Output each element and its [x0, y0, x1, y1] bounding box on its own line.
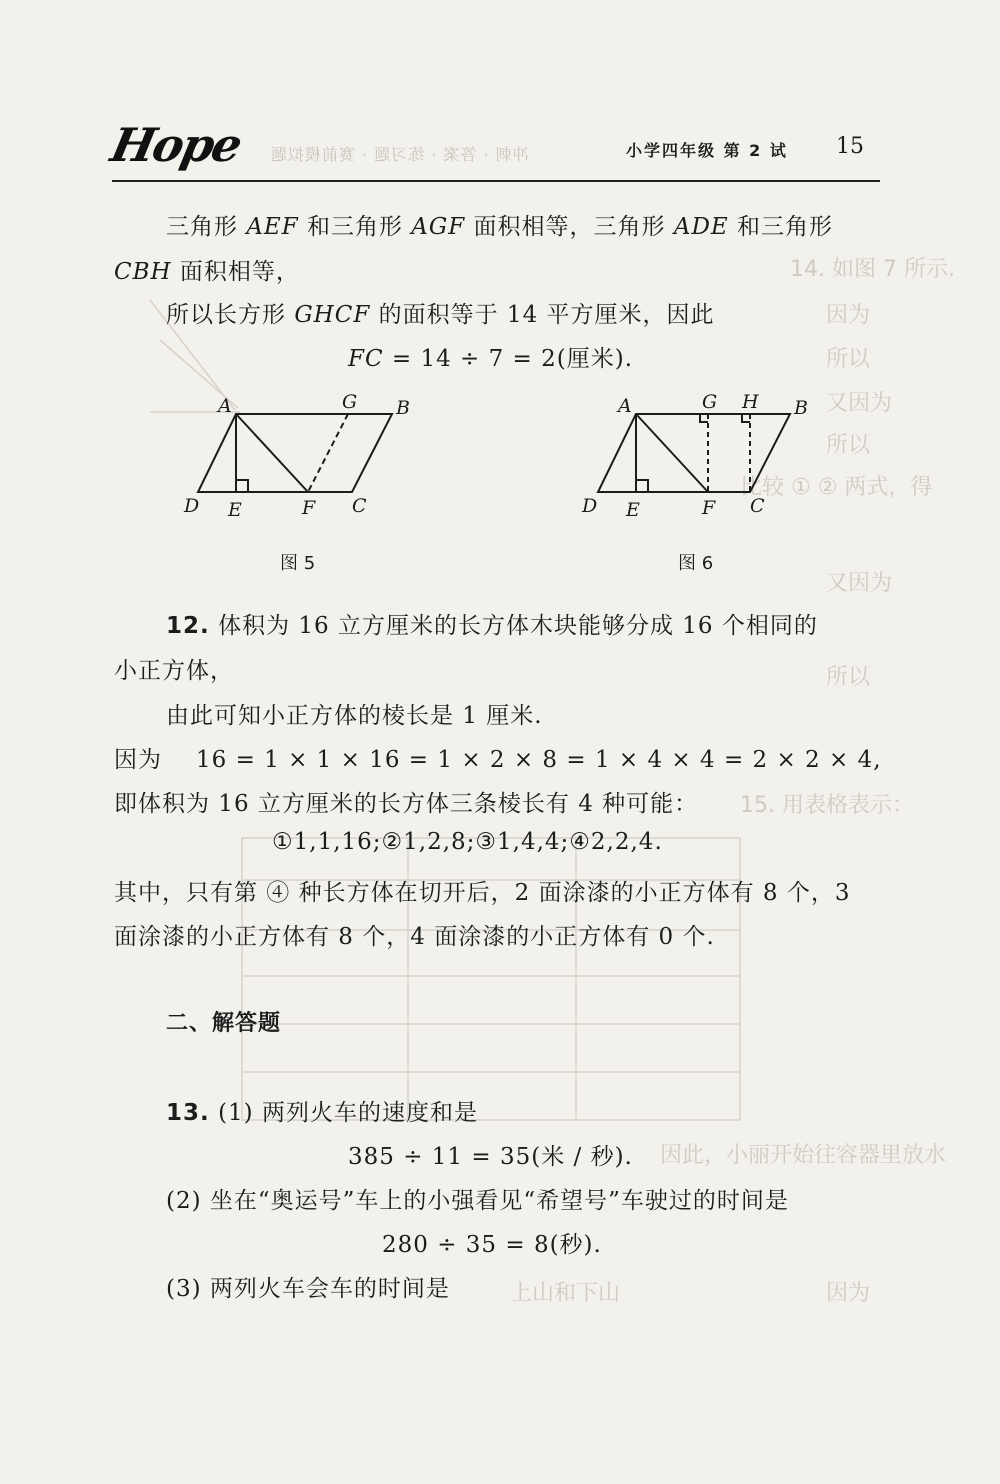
fig5-label-a: A: [218, 395, 232, 417]
section-title: 二、解答题: [166, 1011, 282, 1036]
ghost-line: 又因为: [826, 391, 893, 416]
text-line: 面涂漆的小正方体有 8 个，4 面涂漆的小正方体有 0 个.: [114, 924, 715, 950]
figure-6: [598, 414, 790, 492]
text-line: CBH 面积相等，: [114, 259, 300, 285]
question-13-line: 13. (1) 两列火车的速度和是: [166, 1100, 478, 1126]
text-line: 三角形 AEF 和三角形 AGF 面积相等，三角形 ADE 和三角形: [166, 214, 834, 240]
question-number: 13.: [166, 1100, 210, 1126]
question-number: 12.: [166, 613, 210, 639]
figure-6-caption: 图 6: [678, 553, 714, 574]
header-title: 小学四年级 第 2 试: [626, 141, 788, 160]
ghost-line: 又因为: [826, 571, 893, 596]
equation-line: 280 ÷ 35 = 8(秒).: [382, 1232, 602, 1258]
fig5-label-e: E: [228, 499, 242, 521]
fig6-label-h: H: [742, 391, 759, 413]
figure-5-caption: 图 5: [280, 553, 316, 574]
text-line: 由此可知小正方体的棱长是 1 厘米.: [166, 703, 543, 729]
text-line: (2) 坐在“奥运号”车上的小强看见“希望号”车驶过的时间是: [166, 1188, 789, 1214]
fig5-label-b: B: [396, 397, 410, 419]
equation-line: 385 ÷ 11 = 35(米 / 秒).: [348, 1144, 633, 1170]
figure-5: [198, 414, 392, 492]
fig5-label-d: D: [184, 495, 200, 517]
fig5-label-g: G: [342, 391, 358, 413]
fig6-label-b: B: [794, 397, 808, 419]
ghost-line: 因为: [826, 1281, 871, 1306]
ghost-line: 15. 用表格表示：: [740, 793, 914, 818]
text-line: 所以长方形 GHCF 的面积等于 14 平方厘米，因此: [166, 302, 715, 328]
options-line: ①1,1,16;②1,2,8;③1,4,4;④2,2,4.: [272, 829, 663, 855]
text-line: 其中，只有第 ④ 种长方体在切开后，2 面涂漆的小正方体有 8 个，3: [114, 880, 851, 906]
header-ghost-text: 冲刺 · 答案 · 练习题 · 赛前模拟题: [270, 145, 529, 164]
page-number: 15: [836, 134, 864, 159]
fig5-label-f: F: [302, 497, 316, 519]
text-line: 即体积为 16 立方厘米的长方体三条棱长有 4 种可能：: [114, 791, 699, 817]
ghost-line: 上山和下山: [510, 1281, 621, 1306]
fig6-label-a: A: [618, 395, 632, 417]
ghost-line: 所以: [826, 433, 871, 458]
fig6-label-f: F: [702, 497, 716, 519]
text-line: (3) 两列火车会车的时间是: [166, 1276, 450, 1302]
ghost-line: 因为: [826, 303, 871, 328]
ghost-line: 因此，小丽开始往容器里放水: [660, 1143, 947, 1168]
text-line: 小正方体，: [114, 658, 234, 684]
fig5-label-c: C: [352, 495, 367, 517]
fig6-label-c: C: [750, 495, 765, 517]
question-12-line: 12. 体积为 16 立方厘米的长方体木块能够分成 16 个相同的: [166, 613, 818, 639]
fig6-label-e: E: [626, 499, 640, 521]
equation-line: FC = 14 ÷ 7 = 2(厘米).: [348, 346, 634, 372]
ghost-line: 14. 如图 7 所示.: [790, 257, 955, 282]
publisher-logo: Hope: [106, 118, 246, 172]
fig6-label-g: G: [702, 391, 718, 413]
equation-line: 因为 16 = 1 × 1 × 16 = 1 × 2 × 8 = 1 × 4 × 4 = 2 × 2 × 4,: [114, 747, 882, 773]
ghost-line: 比较 ① ② 两式，得: [740, 475, 933, 500]
fig6-label-d: D: [582, 495, 598, 517]
ghost-line: 所以: [826, 347, 871, 372]
ghost-line: 所以: [826, 665, 871, 690]
